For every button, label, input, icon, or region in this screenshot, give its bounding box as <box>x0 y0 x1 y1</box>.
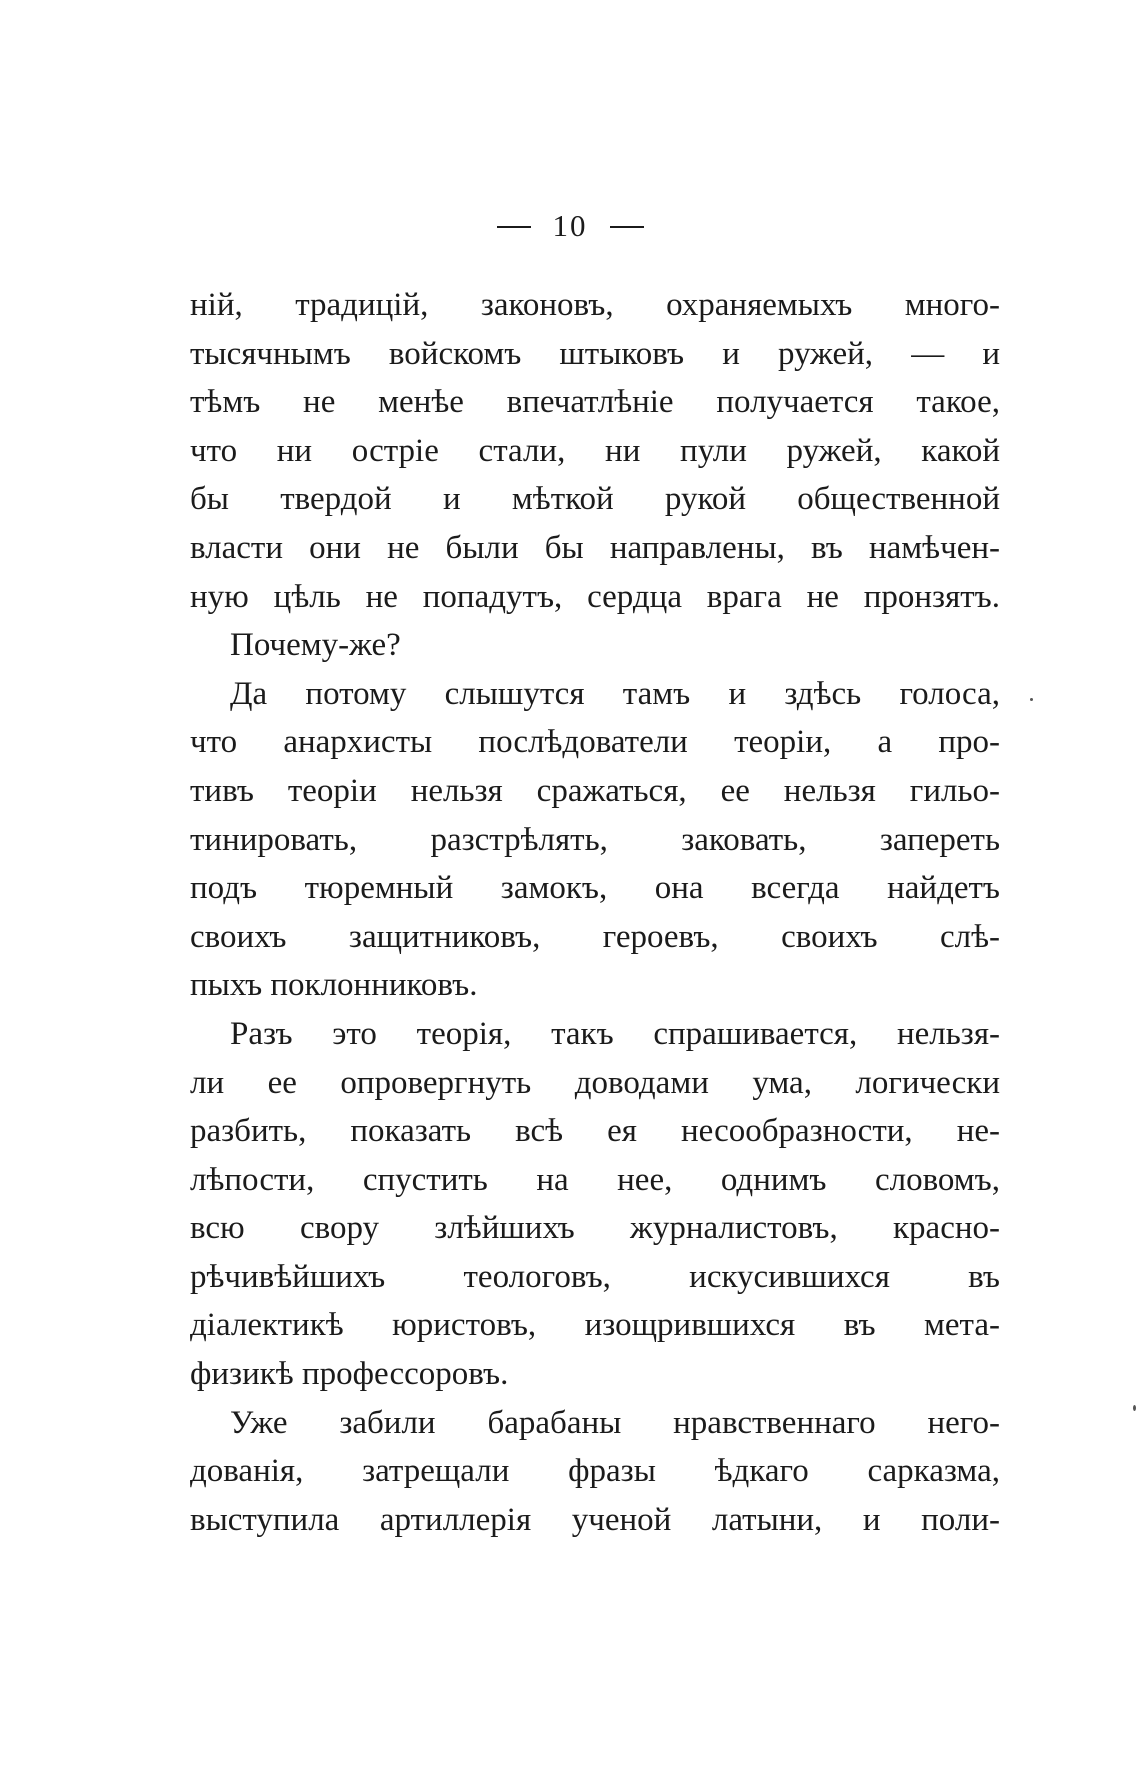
left-dash <box>497 226 531 228</box>
text-line: тысячнымъ войскомъ штыковъ и ружей, — и <box>190 335 1000 372</box>
text-line: пыхъ поклонниковъ. <box>190 967 478 1004</box>
text-line: бы твердой и мѣткой рукой общественной <box>190 481 1000 518</box>
text-line: выступила артиллерія ученой латыни, и поли- <box>190 1501 1000 1538</box>
text-line: физикѣ профессоровъ. <box>190 1356 509 1393</box>
body-text <box>190 281 1000 1544</box>
paragraph <box>190 1399 1000 1545</box>
text-line: ній, традицій, законовъ, охраняемыхъ много- <box>190 287 1000 323</box>
paragraph <box>190 281 1000 621</box>
text-line: всю свору злѣйшихъ журналистовъ, красно- <box>190 1210 1000 1247</box>
text-line: тинировать, разстрѣлять, заковать, запереть <box>190 821 1000 858</box>
text-line: власти они не были бы направлены, въ намѣчен- <box>190 529 1000 566</box>
page-number-header <box>0 208 1140 244</box>
text-line: ную цѣль не попадутъ, сердца врага не пронзятъ. <box>190 578 1000 615</box>
paragraph <box>190 1010 1000 1399</box>
text-line: лѣпости, спустить на нее, однимъ словомъ, <box>190 1161 1000 1198</box>
text-line: дованія, затрещали фразы ѣдкаго сарказма, <box>190 1453 1000 1490</box>
text-line: Уже забили барабаны нравственнаго него- <box>230 1404 1000 1441</box>
text-line: Разъ это теорія, такъ спрашивается, нельзя- <box>230 1015 1000 1052</box>
page-number: 10 <box>552 208 588 243</box>
paragraph <box>190 621 1000 670</box>
text-line: тивъ теоріи нельзя сражаться, ее нельзя гильо- <box>190 772 1000 809</box>
text-line: подъ тюремный замокъ, она всегда найдетъ <box>190 870 1000 907</box>
scan-speck <box>1030 698 1033 701</box>
text-line: ли ее опровергнуть доводами ума, логически <box>190 1064 1000 1101</box>
text-line: разбить, показать всѣ ея несообразности, не- <box>190 1113 1000 1150</box>
scan-speck <box>1133 1405 1136 1411</box>
text-line: Почему-же? <box>230 627 401 664</box>
text-line: Да потому слышутся тамъ и здѣсь голоса, <box>230 675 1000 712</box>
paragraph <box>190 670 1000 1010</box>
text-line: тѣмъ не менѣе впечатлѣніе получается такое, <box>190 384 1000 421</box>
text-line: что анархисты послѣдователи теоріи, а про- <box>190 724 1000 761</box>
text-line: діалектикѣ юристовъ, изощрившихся въ мета- <box>190 1307 1000 1344</box>
text-line: своихъ защитниковъ, героевъ, своихъ слѣ- <box>190 918 1000 955</box>
right-dash <box>610 226 644 228</box>
text-line: рѣчивѣйшихъ теологовъ, искусившихся въ <box>190 1258 1000 1295</box>
text-line: что ни остріе стали, ни пули ружей, какой <box>190 432 1000 469</box>
